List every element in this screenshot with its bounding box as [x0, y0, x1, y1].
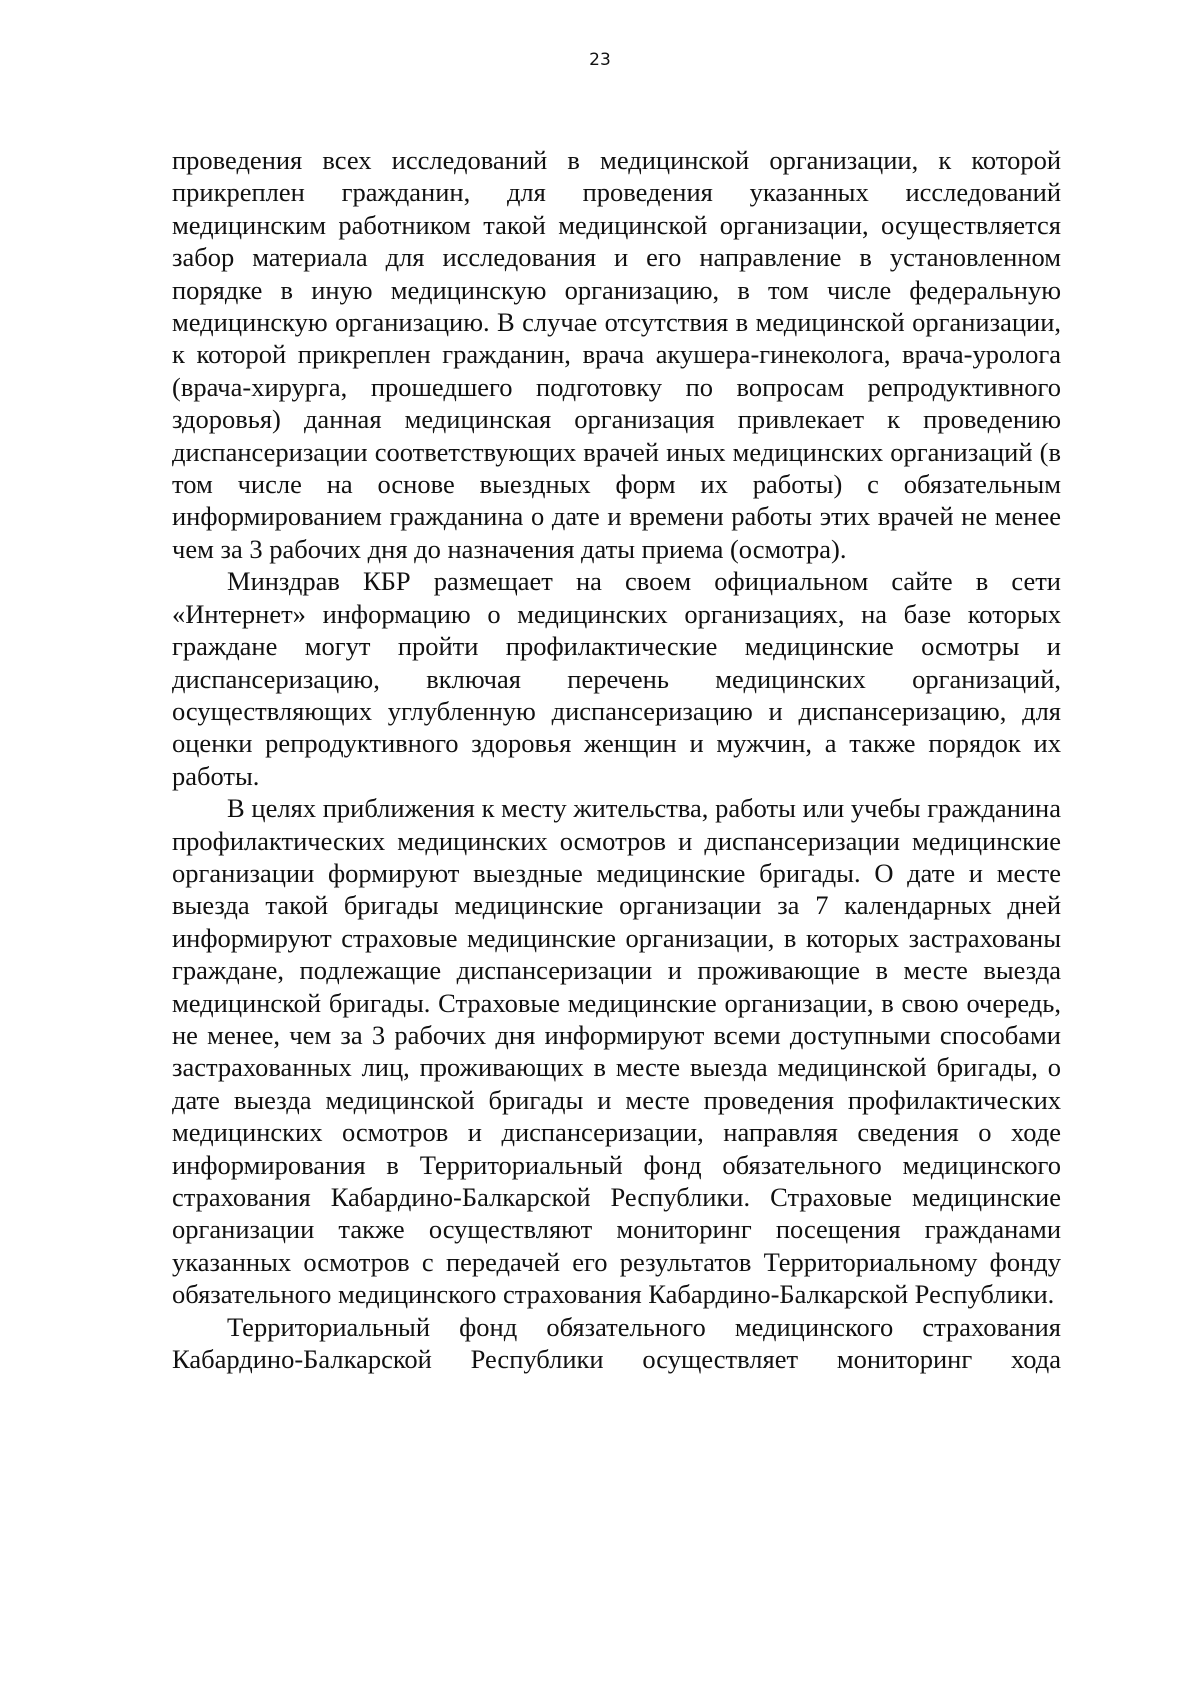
page-number: 23: [589, 50, 611, 70]
paragraph-tfoms: Территориальный фонд обязательного медицинского страхования Кабардино-Балкарской Республики осуществляет мониторинг хода: [172, 1311, 1061, 1375]
paragraph-mobile-teams: В целях приближения к месту жительства, работы или учебы гражданина профилактических медицинских осмотров и диспансеризации медицинские организации формируют выездные медицинские бригады. О дате и месте выезда такой бригады медицинские организации за 7 календарных дней информируют страховые медицинские организации, в которых застрахованы граждане, подлежащие диспансеризации и проживающие в месте выезда медицинской бригады. Страховые медицинские организации, в свою очередь, не менее, чем за 3 рабочих дня информируют всеми доступными способами застрахованных лиц, проживающих в месте выезда медицинской бригады, о дате выезда медицинской бригады и месте проведения профилактических медицинских осмотров и диспансеризации, направляя сведения о ходе информирования в Территориальный фонд обязательного медицинского страхования Кабардино-Балкарской Республики. Страховые медицинские организации также осуществляют мониторинг посещения гражданами указанных осмотров с передачей его результатов Территориальному фонду обязательного медицинского страхования Кабардино-Балкарской Республики.: [172, 793, 1061, 1310]
body-text: [172, 144, 1061, 1375]
paragraph-continuation: проведения всех исследований в медицинской организации, к которой прикреплен гражданин, для проведения указанных исследований медицинским работником такой медицинской организации, осуществляется забор материала для исследования и его направление в установленном порядке в иную медицинскую организацию, в том числе федеральную медицинскую организацию. В случае отсутствия в медицинской организации, к которой прикреплен гражданин, врача акушера-гинеколога, врача-уролога (врача-хирурга, прошедшего подготовку по вопросам репродуктивного здоровья) данная медицинская организация привлекает к проведению диспансеризации соответствующих врачей иных медицинских организаций (в том числе на основе выездных форм их работы) с обязательным информированием гражданина о дате и времени работы этих врачей не менее чем за 3 рабочих дня до назначения даты приема (осмотра).: [172, 145, 1061, 564]
paragraph-minzdrav: Минздрав КБР размещает на своем официальном сайте в сети «Интернет» информацию о медицинских организациях, на базе которых граждане могут пройти профилактические медицинские осмотры и диспансеризацию, включая перечень медицинских организаций, осуществляющих углубленную диспансеризацию и диспансеризацию, для оценки репродуктивного здоровья женщин и мужчин, а также порядок их работы.: [172, 566, 1061, 791]
